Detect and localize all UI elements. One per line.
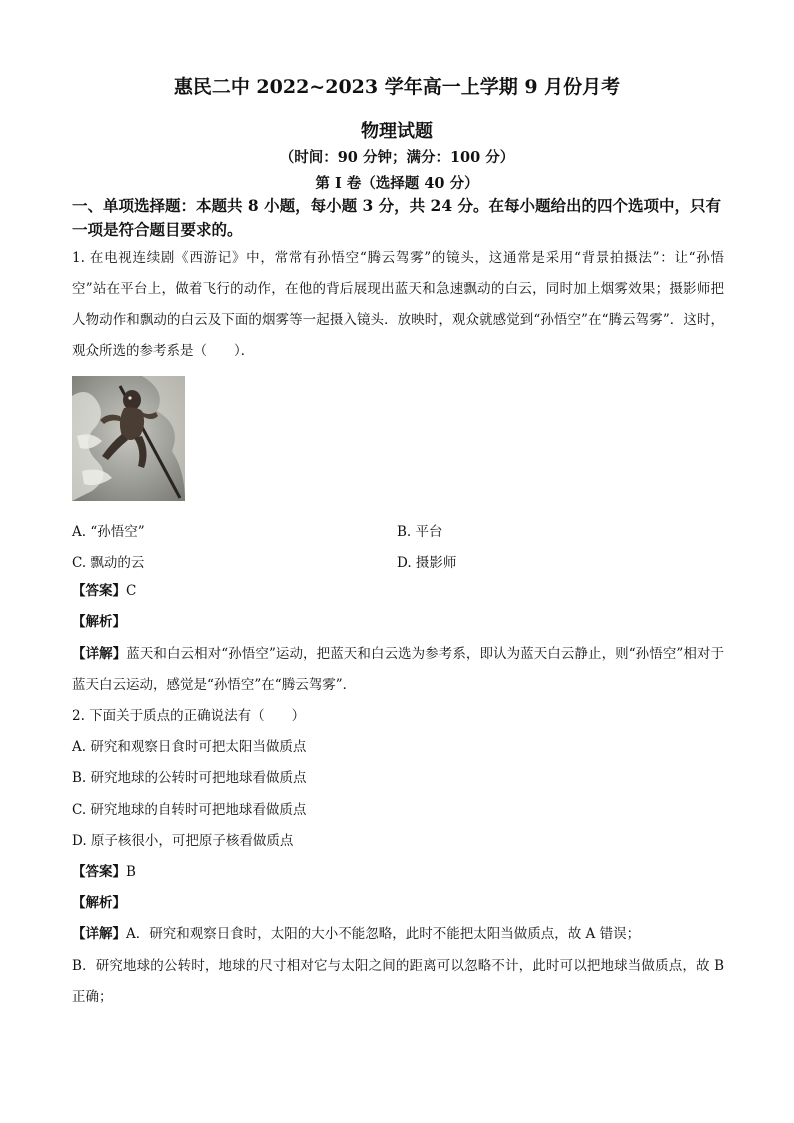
q1-analysis-tag: 【解析】 — [72, 614, 126, 630]
detail-tag: 【详解】 — [72, 926, 126, 942]
q1-option-a: A. “孙悟空” — [72, 524, 145, 540]
q2-option-c: C. 研究地球的自转时可把地球看做质点 — [72, 802, 307, 818]
exam-title: 惠民二中 2022~2023 学年高一上学期 9 月份月考 — [173, 76, 621, 98]
q1-option-d: D. 摄影师 — [397, 555, 457, 571]
q2-analysis-tag: 【解析】 — [72, 895, 126, 911]
q1-detail-text: 蓝天和白云相对“孙悟空”运动，把蓝天和白云选为参考系，即认为蓝天白云静止，则“孙悟空”相对于蓝天白云运动，感觉是“孙悟空”在“腾云驾雾”． — [72, 646, 725, 693]
q2-detail-a — [72, 919, 724, 950]
question-2-stem: 2. 下面关于质点的正确说法有（ ） — [72, 708, 306, 724]
q2-detail-b: B．研究地球的公转时，地球的尺寸相对它与太阳之间的距离可以忽略不计，此时可以把地球当做质点，故 B 正确； — [72, 958, 724, 1005]
time-score-line: （时间：90 分钟；满分：100 分） — [279, 149, 515, 166]
detail-tag: 【详解】 — [72, 646, 127, 662]
q2-option-a: A. 研究和观察日食时可把太阳当做质点 — [72, 739, 307, 755]
answer-tag: 【答案】 — [72, 583, 126, 599]
q1-detail — [72, 639, 724, 701]
q1-option-c: C. 飘动的云 — [72, 555, 145, 571]
q1-answer: C — [126, 583, 137, 599]
volume-heading: 第 I 卷（选择题 40 分） — [315, 175, 479, 192]
q1-option-b: B. 平台 — [397, 524, 443, 540]
section-heading: 一、单项选择题：本题共 8 小题，每小题 3 分，共 24 分。在每小题给出的四个选项中，只有一项是符合题目要求的。 — [72, 196, 722, 239]
monkey-king-photo — [72, 376, 185, 501]
monkey-king-illustration — [72, 376, 185, 501]
answer-tag: 【答案】 — [72, 864, 126, 880]
q2-answer-line — [72, 857, 724, 888]
q2-detail-a-text: A．研究和观察日食时，太阳的大小不能忽略，此时不能把太阳当做质点，故 A 错误； — [126, 926, 641, 942]
q1-answer-line — [72, 576, 724, 607]
question-1-stem: 1. 在电视连续剧《西游记》中，常常有孙悟空“腾云驾雾”的镜头，这通常是采用“背景拍摄法”：让“孙悟空”站在平台上，做着飞行的动作，在他的背后展现出蓝天和急速飘动的白云，同时加上烟雾效果；摄影师把人物动作和飘动的白云及下面的烟雾等一起摄入镜头．放映时，观众就感觉到“孙悟空”在“腾云驾雾”．这时，观众所选的参考系是（ ）． — [72, 250, 724, 359]
q2-answer: B — [126, 864, 136, 880]
subject-title: 物理试题 — [361, 121, 433, 142]
q2-option-d: D. 原子核很小，可把原子核看做质点 — [72, 833, 294, 849]
q2-option-b: B. 研究地球的公转时可把地球看做质点 — [72, 770, 307, 786]
